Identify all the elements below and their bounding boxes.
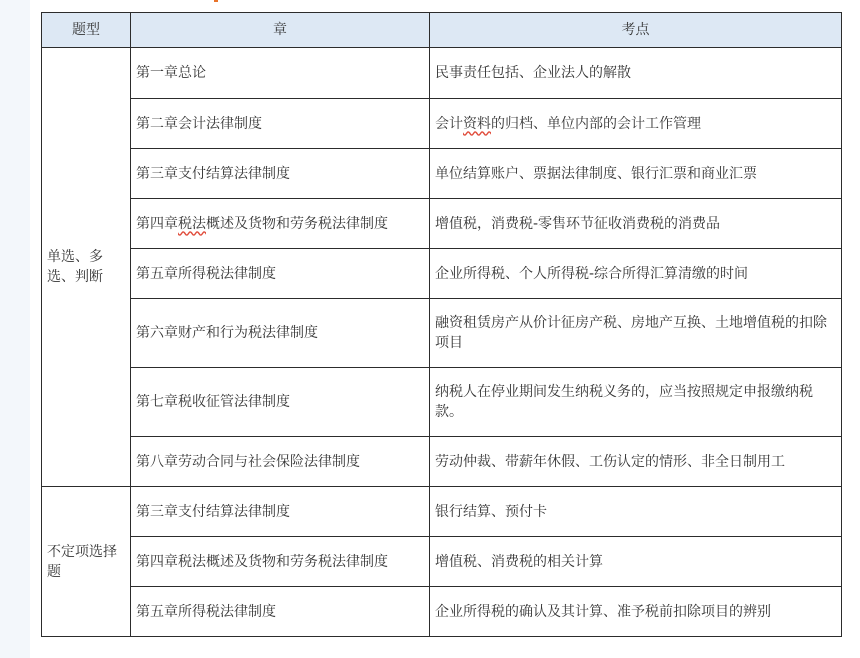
header-type: 题型 xyxy=(42,13,131,48)
spellcheck-marked-word: 资料 xyxy=(463,115,491,132)
chapter-cell: 第四章税法概述及货物和劳务税法律制度 xyxy=(131,537,430,587)
table-row xyxy=(42,299,842,368)
chapter-cell xyxy=(131,199,430,249)
point-cell: 单位结算账户、票据法律制度、银行汇票和商业汇票 xyxy=(430,149,842,199)
table-row xyxy=(42,368,842,437)
chapter-cell: 第一章总论 xyxy=(131,48,430,99)
chapter-cell: 第三章支付结算法律制度 xyxy=(131,487,430,537)
chapter-cell: 第八章劳动合同与社会保险法律制度 xyxy=(131,437,430,487)
point-cell: 民事责任包括、企业法人的解散 xyxy=(430,48,842,99)
table-row xyxy=(42,437,842,487)
chapter-cell: 第五章所得税法律制度 xyxy=(131,587,430,637)
chapter-cell: 第三章支付结算法律制度 xyxy=(131,149,430,199)
header-row xyxy=(42,13,842,48)
point-cell: 银行结算、预付卡 xyxy=(430,487,842,537)
question-type-cell: 单选、多选、判断 xyxy=(42,48,131,487)
exam-topics-table xyxy=(41,12,842,637)
table-row xyxy=(42,149,842,199)
point-cell: 劳动仲裁、带薪年休假、工伤认定的情形、非全日制用工 xyxy=(430,437,842,487)
point-cell: 企业所得税、个人所得税-综合所得汇算清缴的时间 xyxy=(430,249,842,299)
header-chapter: 章 xyxy=(131,13,430,48)
chapter-cell: 第五章所得税法律制度 xyxy=(131,249,430,299)
table-row xyxy=(42,48,842,99)
point-cell: 增值税，消费税-零售环节征收消费税的消费品 xyxy=(430,199,842,249)
point-text: 会计 xyxy=(435,115,463,132)
table-row xyxy=(42,537,842,587)
table-row xyxy=(42,199,842,249)
table-row xyxy=(42,99,842,149)
question-type-cell: 不定项选择题 xyxy=(42,487,131,637)
spellcheck-marked-word: 税法 xyxy=(178,215,206,232)
chapter-cell: 第六章财产和行为税法律制度 xyxy=(131,299,430,368)
table-row xyxy=(42,587,842,637)
point-cell: 增值税、消费税的相关计算 xyxy=(430,537,842,587)
chapter-cell: 第七章税收征管法律制度 xyxy=(131,368,430,437)
chapter-text: 第四章 xyxy=(136,215,178,232)
point-cell: 融资租赁房产从价计征房产税、房地产互换、土地增值税的扣除项目 xyxy=(430,299,842,368)
point-text: 的归档、单位内部的会计工作管理 xyxy=(491,115,701,132)
header-point: 考点 xyxy=(430,13,842,48)
point-cell xyxy=(430,99,842,149)
point-cell: 纳税人在停业期间发生纳税义务的，应当按照规定申报缴纳税款。 xyxy=(430,368,842,437)
table-row xyxy=(42,249,842,299)
chapter-cell: 第二章会计法律制度 xyxy=(131,99,430,149)
point-cell: 企业所得税的确认及其计算、准予税前扣除项目的辨别 xyxy=(430,587,842,637)
top-accent-mark xyxy=(214,0,218,2)
chapter-text: 概述及货物和劳务税法律制度 xyxy=(206,215,388,232)
table-row xyxy=(42,487,842,537)
